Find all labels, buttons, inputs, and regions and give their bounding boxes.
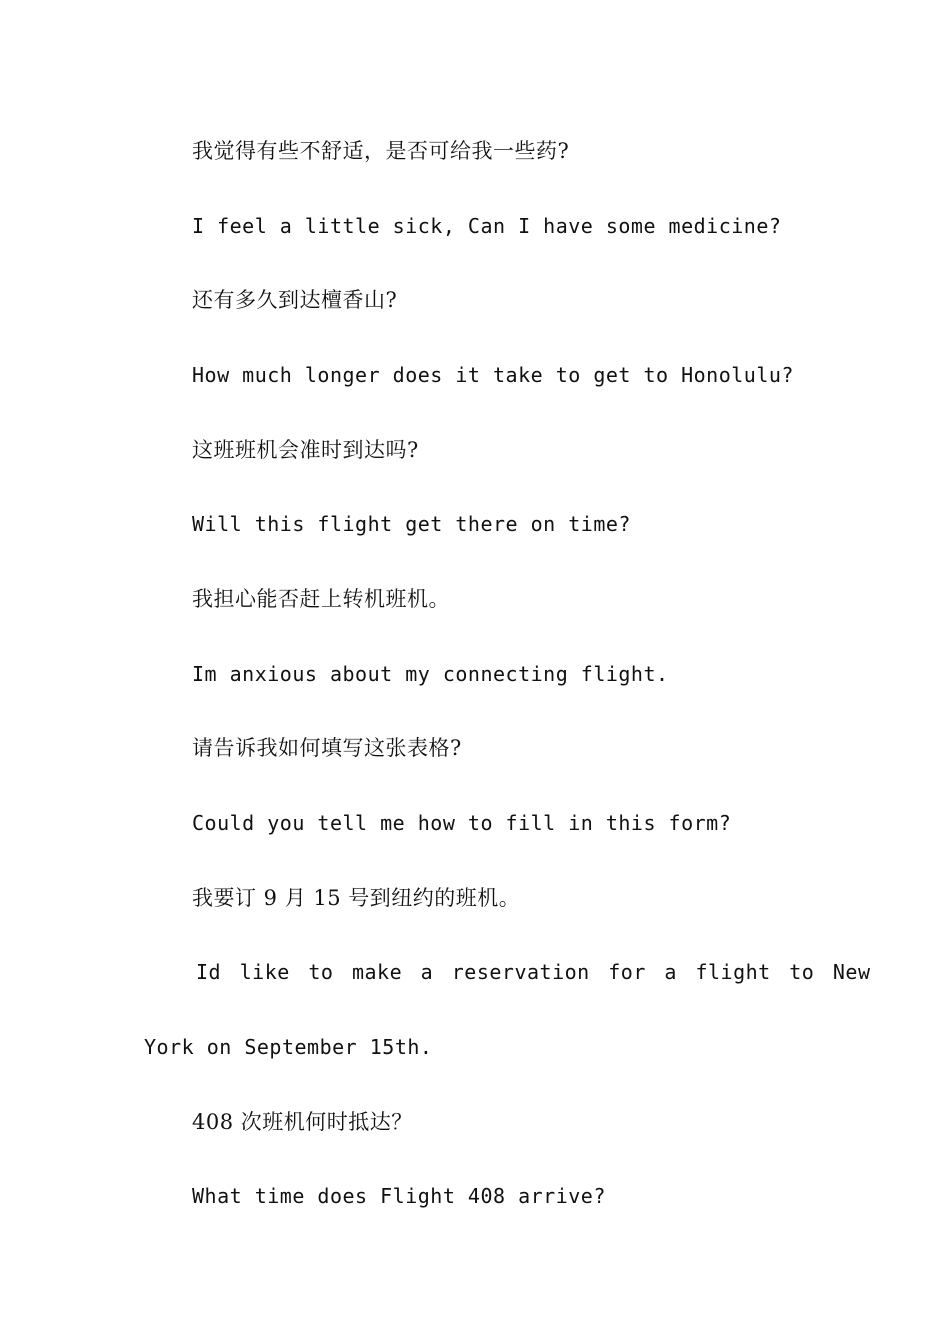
chinese-sentence: 我觉得有些不舒适，是否可给我一些药?	[192, 139, 570, 163]
english-sentence: Could you tell me how to fill in this form?	[192, 811, 732, 835]
english-sentence: Id like to make a reservation for a flight to New	[196, 960, 871, 984]
chinese-sentence: 我要订 9 月 15 号到纽约的班机。	[192, 886, 521, 910]
chinese-sentence: 这班班机会准时到达吗?	[192, 438, 419, 462]
english-sentence: What time does Flight 408 arrive?	[192, 1184, 606, 1208]
english-sentence-continuation: York on September 15th.	[144, 1035, 433, 1059]
chinese-sentence: 我担心能否赶上转机班机。	[192, 587, 450, 611]
english-sentence: Will this flight get there on time?	[192, 512, 631, 536]
english-sentence: I feel a little sick, Can I have some medicine?	[192, 214, 782, 238]
chinese-sentence: 还有多久到达檀香山?	[192, 288, 398, 312]
chinese-sentence: 请告诉我如何填写这张表格?	[192, 736, 462, 760]
chinese-sentence: 408 次班机何时抵达？	[192, 1110, 413, 1134]
english-sentence: How much longer does it take to get to Honolulu?	[192, 363, 794, 387]
english-sentence: Im anxious about my connecting flight.	[192, 662, 669, 686]
